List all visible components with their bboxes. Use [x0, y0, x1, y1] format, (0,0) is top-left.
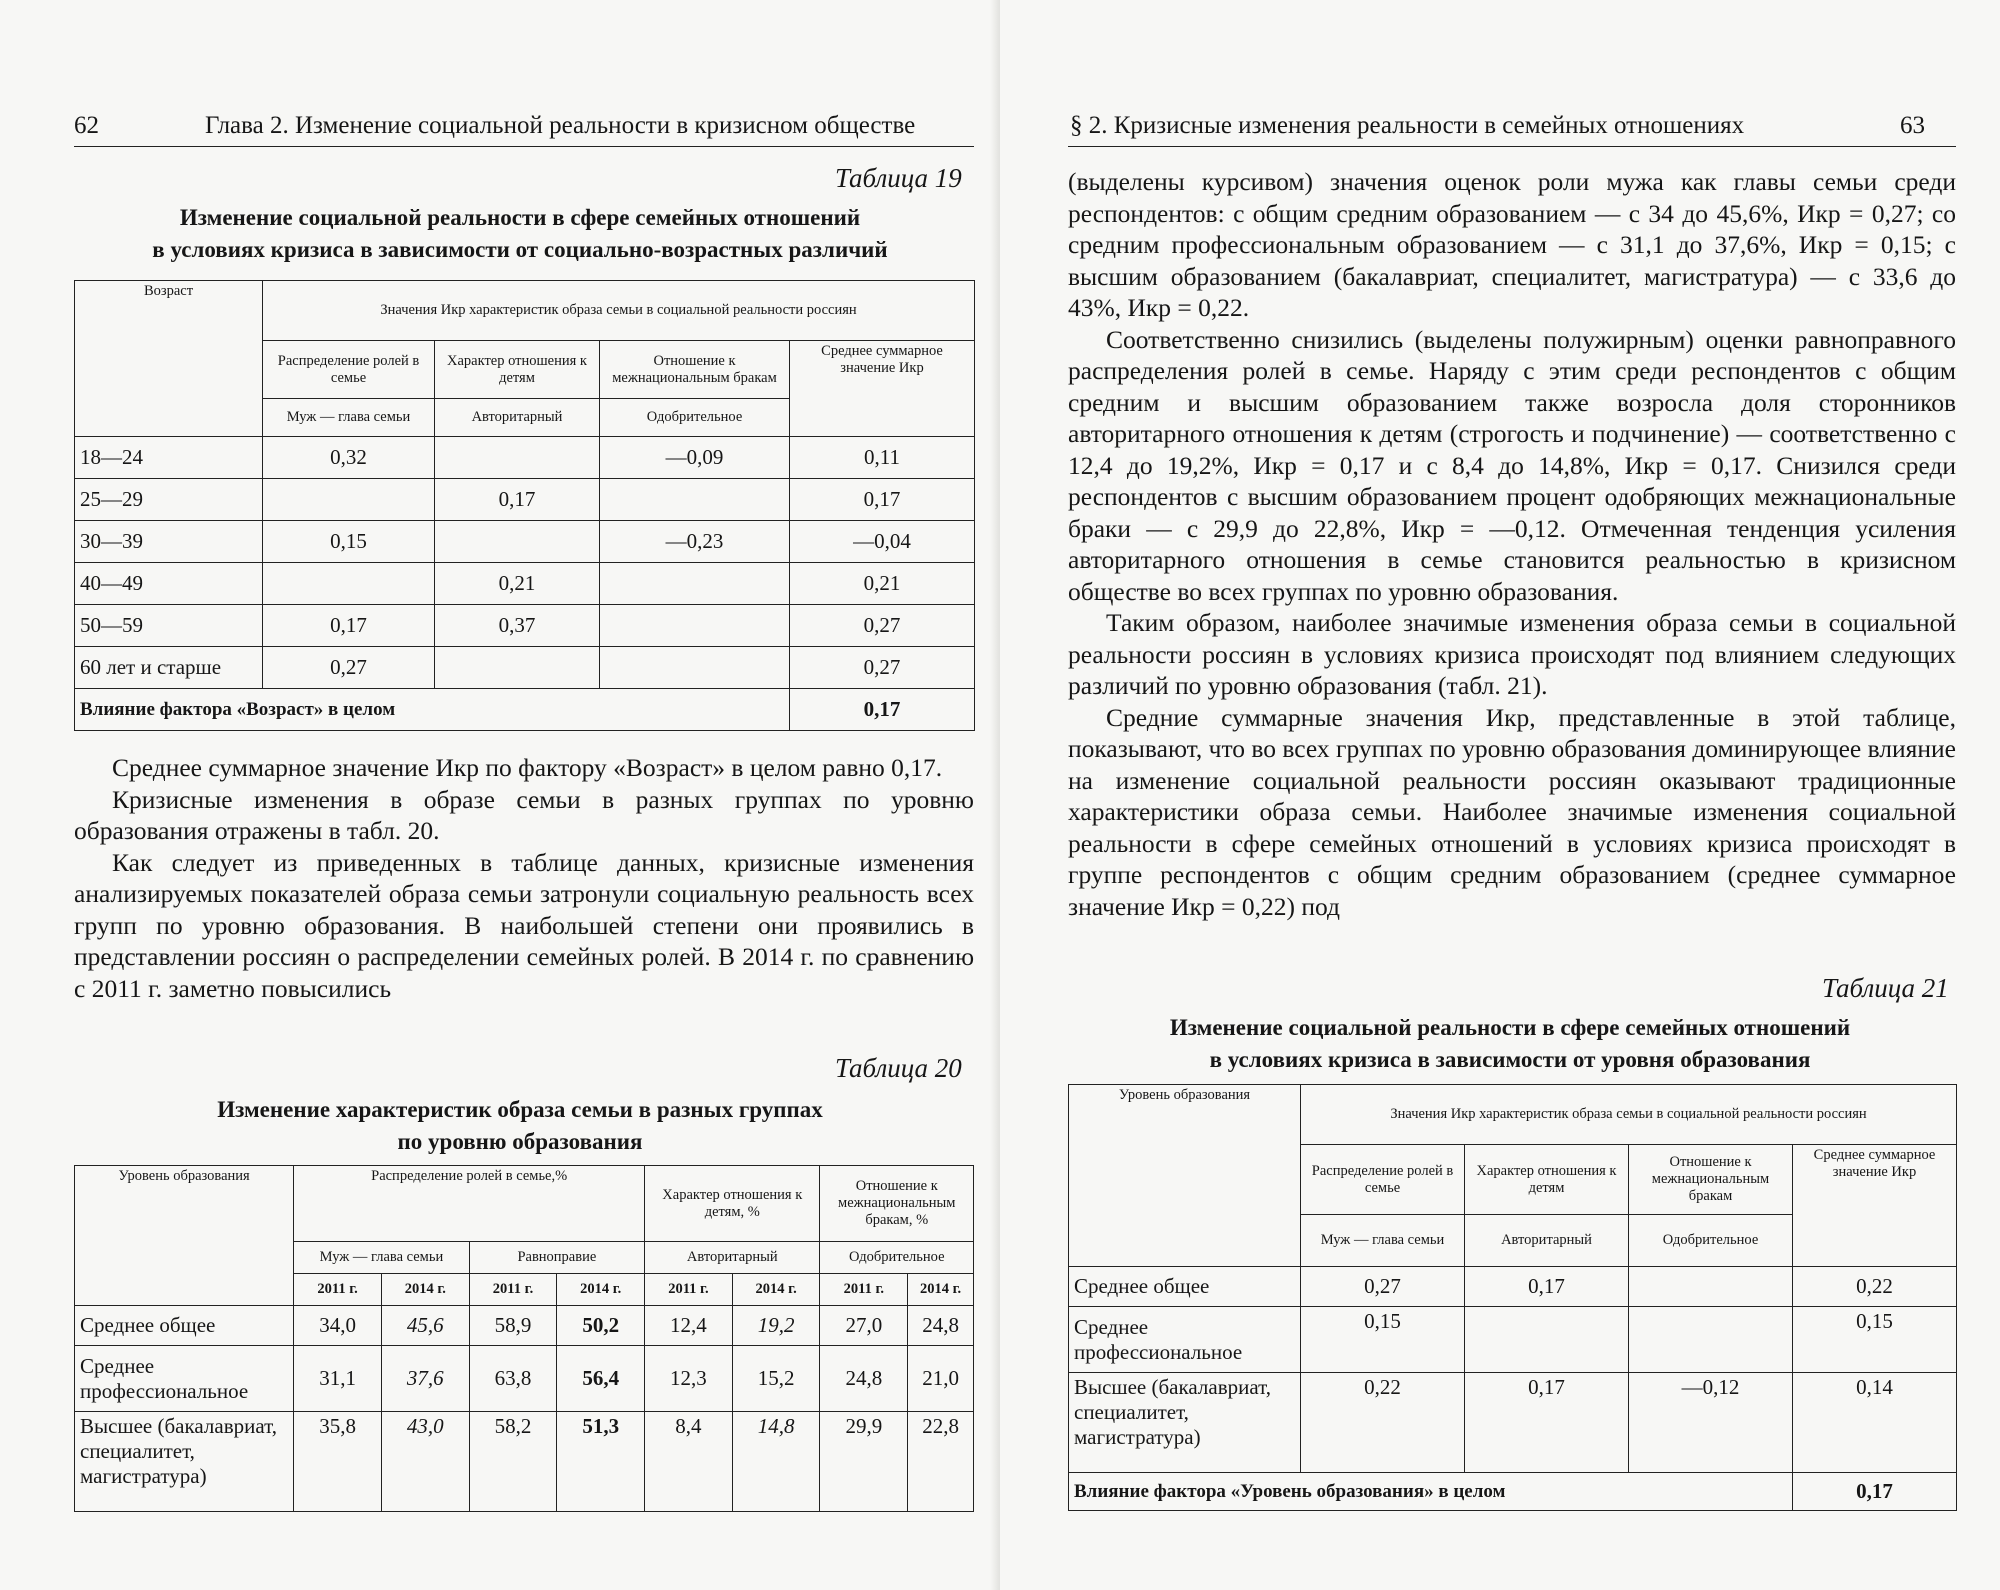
right-page	[1000, 0, 2000, 1590]
table-row: Среднее профессиональное 0,15 0,15	[1069, 1307, 1957, 1373]
table-row: Высшее (бакалавриат, специалитет, магистратура) 35,8 43,0 58,2 51,3 8,4 14,8 29,9 22,8	[75, 1412, 974, 1512]
total-value: 0,17	[1793, 1473, 1957, 1511]
table-19	[74, 280, 975, 731]
col-roles: Распределение ролей в семье,%	[294, 1166, 645, 1242]
col-marriages: Отношение к межнациональным бракам	[1629, 1145, 1793, 1215]
table-row: 25—29 0,17 0,17	[75, 479, 975, 521]
table-row: Среднее общее 0,27 0,17 0,22	[1069, 1267, 1957, 1307]
col-group: Значения Икр характеристик образа семьи в социальной реальности россиян	[1301, 1085, 1957, 1145]
page-number: 62	[74, 112, 99, 139]
table-row: Высшее (бакалавриат, специалитет, магистратура) 0,22 0,17 —0,12 0,14	[1069, 1373, 1957, 1473]
table-row: 50—59 0,17 0,37 0,27	[75, 605, 975, 647]
table-label: Таблица 20	[835, 1053, 962, 1083]
table-label: Таблица 19	[835, 163, 962, 193]
total-label: Влияние фактора «Уровень образования» в целом	[1069, 1473, 1793, 1511]
col-marriages: Отношение к межнациональным бракам, %	[820, 1166, 974, 1242]
running-head: § 2. Кризисные изменения реальности в семейных отношениях	[1070, 112, 1745, 139]
col-group: Значения Икр характеристик образа семьи в социальной реальности россиян	[263, 281, 975, 341]
col-level: Уровень образования	[75, 1166, 294, 1306]
col-level: Уровень образования	[1069, 1085, 1301, 1267]
table-row: Среднее профессиональное 31,1 37,6 63,8 56,4 12,3 15,2 24,8 21,0	[75, 1346, 974, 1412]
table-row: 18—24 0,32 —0,09 0,11	[75, 437, 975, 479]
table-row: 40—49 0,21 0,21	[75, 563, 975, 605]
table-total-row	[1069, 1473, 1957, 1511]
table-title: Изменение характеристик образа семьи в разных группах по уровню образования	[217, 1097, 823, 1154]
table-total-row	[75, 689, 975, 731]
col-children: Характер отношения к детям	[435, 341, 600, 399]
table-row: 30—39 0,15 —0,23 —0,04	[75, 521, 975, 563]
body-text: (выделены курсивом) значения оценок роли мужа как главы семьи среди респондентов: с общим средним образованием — с 34 до 45,6%, Икр = 0,27; со средним профессиональным образованием — с 31,1 до 37,6%, Икр = 0,15; с высшим образованием (бакалавриат, специалитет, магистратура) — с 33,6 до 43%, Икр = 0,22. Соответственно снизились (выделены полужирным) оценки равноправного распределения ролей в семье. Наряду с этим среди респондентов с общим средним и высшим образованием также возросла доля сторонников авторитарного отношения к детям (строгость и подчинение) — соответственно с 12,4 до 19,2%, Икр = 0,17 и с 8,4 до 14,8%, Икр = 0,17. Снизился среди респондентов с высшим образованием процент одобряющих межнациональные браки — с 29,9 до 22,8%, Икр = —0,12. Отмеченная тенденция усиления авторитарного отношения в семье становится реальностью в кризисном обществе во всех группах по уровню образования. Таким образом, наиболее значимые изменения образа семьи в социальной реальности россиян в условиях кризиса происходят под влиянием следующих различий по уровню образования (табл. 21). Средние суммарные значения Икр, представленные в этой таблице, показывают, что во всех группах по уровню образования доминирующее влияние на изменение социальной реальности россиян оказывают традиционные характеристики образа семьи. Наиболее значимые изменения социальной реальности в сфере семейных отношений в условиях кризиса происходят в группе респондентов с общим средним образованием (среднее суммарное значение Икр = 0,22) под	[1068, 167, 1956, 921]
col-roles: Распределение ролей в семье	[263, 341, 435, 399]
sub-approve: Одобрительное	[600, 399, 790, 437]
sub-auth: Авторитарный	[435, 399, 600, 437]
col-roles: Распределение ролей в семье	[1301, 1145, 1465, 1215]
total-label: Влияние фактора «Возраст» в целом	[75, 689, 790, 731]
col-marriages: Отношение к межнациональным бракам	[600, 341, 790, 399]
header-rule	[74, 146, 974, 147]
table-title: Изменение социальной реальности в сфере семейных отношений в условиях кризиса в зависимости от социально-возрастных различий	[152, 205, 888, 262]
table-title: Изменение социальной реальности в сфере семейных отношений в условиях кризиса в зависимости от уровня образования	[1169, 1015, 1851, 1072]
header-rule	[1068, 146, 1956, 147]
col-age: Возраст	[75, 281, 263, 437]
table-20: Уровень образования Распределение ролей в семье,% Характер отношения к детям, % Отношение к межнациональным бракам, % Муж — глава семьи Равноправие Авторитарный Одобрительное 2011 г. 2014 г. 2011 г. 2014 г. 2011 г. 2014 г. 2011 г. 2014 г. Среднее общее 34,0 45,6 58,9 50,2 12,4 19,2 27,0 24,8 Среднее профессиональное 31,1 37,6 63,8 56,4 12,3 15,2 24,8 21,0 Высшее (бакалавриат, специалитет, магистратура) 35,8 43,0 58,2 51,3 8,4 14,8 29,9 22,8	[74, 1165, 974, 1512]
page-number: 63	[1900, 112, 1925, 139]
table-row: Среднее общее 34,0 45,6 58,9 50,2 12,4 19,2 27,0 24,8	[75, 1306, 974, 1346]
table-row: 60 лет и старше 0,27 0,27	[75, 647, 975, 689]
col-mean: Среднее суммарное значение Икр	[790, 341, 975, 437]
col-children: Характер отношения к детям	[1465, 1145, 1629, 1215]
sub-head: Муж — глава семьи	[263, 399, 435, 437]
total-value: 0,17	[790, 689, 975, 731]
col-mean: Среднее суммарное значение Икр	[1793, 1145, 1957, 1267]
col-children: Характер отношения к детям, %	[645, 1166, 820, 1242]
running-head: Глава 2. Изменение социальной реальности в кризисном обществе	[205, 112, 916, 139]
table-21: Уровень образования Значения Икр характеристик образа семьи в социальной реальности россиян Распределение ролей в семье Характер отношения к детям Отношение к межнациональным бракам Среднее суммарное значение Икр Муж — глава семьи Авторитарный Одобрительное Среднее общее 0,27 0,17 0,22 Среднее профессиональное 0,15 0,15 Высшее (бакалавриат, специалитет, магистратура) 0,22 0,17 —0,12 0,14 Влияние фактора «Уровень образования» в целом 0,17	[1068, 1084, 1957, 1511]
body-text: Среднее суммарное значение Икр по фактору «Возраст» в целом равно 0,17. Кризисные изменения в образе семьи в разных группах по уровню образования отражены в табл. 20. Как следует из приведенных в таблице данных, кризисные изменения анализируемых показателей образа семьи затронули социальную реальность всех групп по уровню образования. В наибольшей степени они проявились в представлении россиян о распределении семейных ролей. В 2014 г. по сравнению с 2011 г. заметно повысились	[74, 753, 974, 1003]
table-label: Таблица 21	[1822, 973, 1949, 1003]
